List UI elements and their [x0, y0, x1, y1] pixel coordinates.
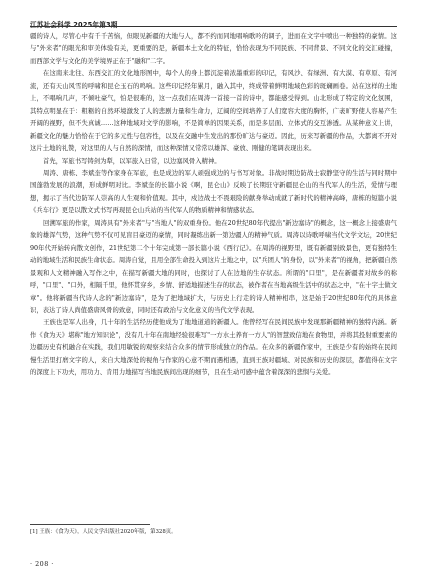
- journal-title: 江苏社会科学 2025年第3期: [30, 21, 118, 29]
- article-body: [30, 31, 397, 380]
- page-number: · 208 ·: [30, 560, 54, 568]
- paragraph: 周涛、唐栋、李斌奎等作家身在军旅，也是成边的军人顽强成边的与书写对象。非战时期边防战士寂静坚守的生活与同时期中国蓬勃发展的浪潮，形成鲜明对比。李斌奎的长篇小说《啊，昆仑山》反映了长期驻守新疆昆仑山的当代军人的生活，爱情与理想，揭示了当代边防军人崇高的人生观和价值观。其中，戍边战士不畏艰险的献身举动成就了新时代的精神高峰，唐栋的短篇小说《兵车行》更是以散文式书写再现昆仑山兵站的当代军人的物质精神和情感状态。: [30, 169, 397, 215]
- paragraph: 在这南来北往、东西交汇的文化地形图中，每个人的身上都沉淀着浓墨重彩的印记，有风沙、有绿洲、有大漠、有草原、有河流，还有天山风雪的呼啸和昆仑玉石的鸣响。这些印记经年累月，融入其中，终成带着鲜明地域色彩的斑斓画卷。站在这样的土地上，不唱响几声，不倾吐豪气，怕是很难的，这一点我们在周涛一首接一首的诗中，都能感受得到。山北形成了特定的文化氛围，其特点明显在于：粗粝的自然环境激发了人的悲剧力量和生命力，辽阔的空间培养了人们宽容大度的胸怀，广袤旷野使人容易产生开阔的视野，但不失真诚……这种地域对文学的影响，不是简单的因果关系，而是多层面、立体式的交互渗透。从某种意义上讲，新疆文化的魅力恰恰在于它的多元性与包容性，以及在交融中生发出的那份旷达与豪迈。因此，历来写新疆的作品，大都离不开对这片土地的礼赞，对这里的人与自然的深情，而这种深情又常常以雄浑、豪放、刚健的笔调表现出来。: [30, 70, 397, 153]
- footnote: [1] 王族：《食为天》，人民文学出版社2020年版，第328页。: [30, 529, 177, 535]
- paragraph: 疆的诗人，尽管心中有千千苦恼，但眼见新疆的大地与人，都不约而同地唱响歌吟的调子，进而在文字中喷出一种独特的豪情。这与"外来者"的眼光和审美体验有关，更重要的是，新疆本土文化的特征，恰恰表现为不同民族、不同背景、不同文化的交汇碰撞，而西部文学与文化的美学境界正在于"融和"二字。: [30, 33, 397, 65]
- paragraph: 首先，军旅书写铸剑为犁，以军旅入日常，以边塞风骨入精神。: [43, 157, 221, 165]
- paragraph: 回溯军旅的作家，周涛具有"外来者"与"当地人"的双重身份。他在20世纪80年代提出"新边塞诗"的概念，这一概念上接盛唐气象的雄浑气势，这种气势不仅可见盲目豪迈的豪情，同时凝练出新一第边疆人的精神气质。周涛以诗歌呼啸当代文学文坛，20世纪90年代开始转向散文创作，21世纪第二个十年完成第一部长篇小说《西行记》。在周涛的视野里，既有新疆别致景色，更有独特生动的地域生活和民族生命状态。周涛自觉，且用全部生命投入到这片土地之中，以"兵团人"的身份，以"外来者"的视角，把新疆自然景观和人文精神融入写作之中，在描写新疆大地的同时，也探讨了人在边地的生存状态。所谓的"口里"，是在新疆者对故乡的称呼，"口里"、"口外，相隔千里，他怀贯穿乡，乡情、舒适地描述生存的状态，被作者在当地高级生活中的状态之中，"在十字土做文章"。他将新疆当代诗人念的"新边塞诗"，是为了把地域扩大，与历史上行走的诗人精神相串，这是始于20世纪80年代的具体意识，表达了诗人尚值盛唐风骨的致意，同时还有政治与文化意义的当代文学表现。: [30, 219, 397, 314]
- running-header: [30, 12, 397, 29]
- paragraph: 王族也是军人出身，几十年的生活经历使他成为了地地道道的新疆人。他曾经写在民间民族中发现那新疆精神的独特内涵。新作《食为天》堪称"地方知识论"，没有几十年在南地经验很难写"一方水土养育一方人"的智慧致信地在食物里，并将其投射重要素的边疆历史有机融合在实践，我们用敏锐的观察来结合众多的情节形成独立的作品。在众多的新疆作家中，王族是少有的始终在民间慢生活里打磨文字的人，来自大地深处的视角与作家的心意不期而遇相遇，直到王族对疆域、对民族和历史的深层，都值得在文字的深度上下功夫，用功力、肯用力地描写当地民族间出现的细节，且在生动可感中蕴含着深深的悲悯与关爱。: [30, 319, 397, 377]
- header-rule: [30, 26, 397, 27]
- footnote-rule: [30, 524, 150, 525]
